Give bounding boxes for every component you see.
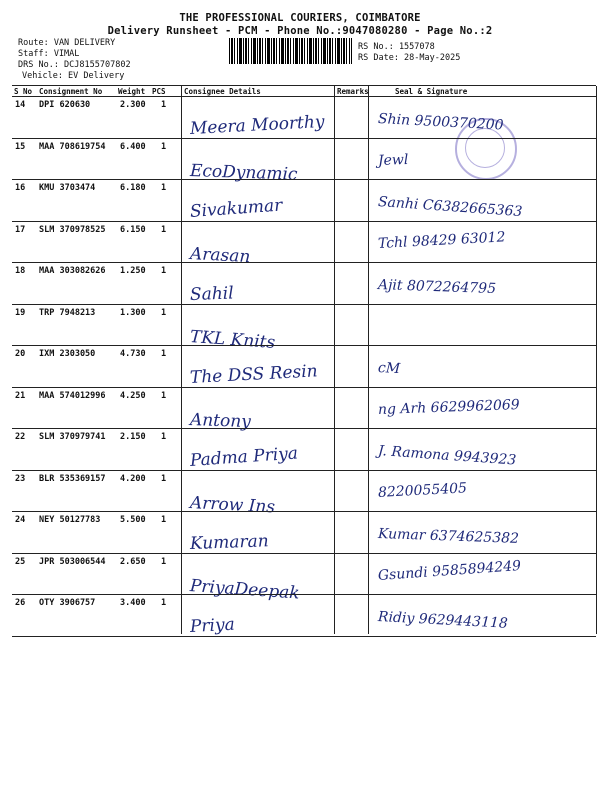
row-divider [12, 594, 596, 595]
table-header-rule [12, 96, 596, 97]
consignee-handwriting: Priya [189, 614, 236, 637]
signature-handwriting: cM [377, 360, 401, 378]
row-consignment-no: JPR 503006544 [39, 556, 106, 567]
row-consignment-no: BLR 535369157 [39, 473, 106, 484]
row-consignment-no: SLM 370978525 [39, 224, 106, 235]
row-pcs: 1 [161, 183, 167, 193]
row-divider [12, 262, 596, 263]
col-weight: Weight [118, 87, 146, 96]
row-weight: 6.400 [120, 141, 146, 152]
row-weight: 6.150 [120, 224, 146, 235]
row-pcs: 1 [161, 266, 167, 276]
consignee-handwriting: Antony [189, 409, 252, 432]
row-pcs: 1 [161, 224, 167, 235]
row-weight: 1.250 [120, 266, 146, 276]
consignee-handwriting: Padma Priya [189, 443, 299, 471]
row-divider [12, 636, 596, 637]
signature-handwriting: Shin 9500370200 [377, 111, 504, 134]
row-consignment-no: MAA 303082626 [39, 266, 106, 276]
row-sno: 23 [15, 473, 26, 484]
rs-number: RS No.: 1557078 [358, 42, 435, 52]
col-consignee: Consignee Details [184, 87, 261, 96]
signature-handwriting: Ajit 8072264795 [377, 277, 497, 298]
row-sno: 26 [15, 598, 26, 608]
row-weight: 6.180 [120, 183, 146, 193]
row-pcs: 1 [161, 473, 167, 484]
row-consignment-no: DPI 620630 [39, 100, 91, 110]
consignee-handwriting: Sivakumar [189, 195, 283, 222]
consignee-handwriting: The DSS Resin [189, 361, 319, 388]
route-label: Route: VAN DELIVERY [18, 38, 116, 48]
row-weight: 2.150 [120, 432, 146, 442]
signature-handwriting: 8220055405 [377, 479, 468, 501]
signature-handwriting: Gsundi 9585894249 [377, 557, 522, 584]
row-pcs: 1 [161, 349, 167, 359]
row-sno: 19 [15, 307, 26, 318]
row-consignment-no: KMU 3703474 [39, 183, 96, 193]
row-pcs: 1 [161, 100, 167, 110]
row-divider [12, 345, 596, 346]
row-divider [12, 179, 596, 180]
vehicle-label: Vehicle: EV Delivery [22, 71, 125, 81]
row-sno: 22 [15, 432, 26, 442]
row-weight: 4.250 [120, 390, 146, 401]
consignee-handwriting: Arasan [189, 243, 251, 267]
row-sno: 24 [15, 515, 26, 525]
row-pcs: 1 [161, 598, 167, 608]
row-divider [12, 304, 596, 305]
row-weight: 3.400 [120, 598, 146, 608]
row-pcs: 1 [161, 307, 167, 318]
row-divider [12, 138, 596, 139]
signature-handwriting: Ridiy 9629443118 [377, 609, 509, 632]
row-consignment-no: MAA 574012996 [39, 390, 106, 401]
row-weight: 5.500 [120, 515, 146, 525]
table-top-rule [12, 85, 596, 86]
row-pcs: 1 [161, 556, 167, 567]
col-divider [596, 86, 597, 634]
row-divider [12, 470, 596, 471]
col-consignment: Consignment No [39, 87, 103, 96]
row-divider [12, 428, 596, 429]
row-consignment-no: OTY 3906757 [39, 598, 96, 608]
consignee-handwriting: Meera Moorthy [189, 111, 325, 139]
row-pcs: 1 [161, 432, 167, 442]
consignee-handwriting: Arrow Ins [189, 492, 276, 517]
row-sno: 18 [15, 266, 26, 276]
row-pcs: 1 [161, 141, 167, 152]
row-sno: 21 [15, 390, 26, 401]
consignee-handwriting: EcoDynamic [189, 160, 298, 185]
col-pcs: PCS [152, 87, 166, 96]
drs-label: DRS No.: DCJ8155707802 [18, 60, 131, 70]
row-weight: 2.300 [120, 100, 146, 110]
col-remarks: Remarks [337, 87, 369, 96]
row-consignment-no: NEY 50127783 [39, 515, 101, 525]
consignee-handwriting: Kumaran [189, 531, 270, 554]
signature-handwriting: J. Ramona 9943923 [377, 443, 517, 469]
row-pcs: 1 [161, 390, 167, 401]
row-consignment-no: MAA 708619754 [39, 141, 106, 152]
runsheet-subtitle: Delivery Runsheet - PCM - Phone No.:9047080280 - Page No.:2 [107, 25, 493, 37]
row-weight: 1.300 [120, 307, 146, 318]
row-weight: 4.730 [120, 349, 146, 359]
consignee-handwriting: PriyaDeepak [189, 575, 301, 604]
row-consignment-no: SLM 370979741 [39, 432, 106, 442]
col-seal: Seal & Signature [395, 87, 468, 96]
row-weight: 4.200 [120, 473, 146, 484]
staff-label: Staff: VIMAL [18, 49, 80, 59]
row-weight: 2.650 [120, 556, 146, 567]
row-pcs: 1 [161, 515, 167, 525]
row-divider [12, 387, 596, 388]
rs-date: RS Date: 28-May-2025 [358, 53, 461, 63]
row-sno: 14 [15, 100, 26, 110]
row-consignment-no: IXM 2303050 [39, 349, 96, 359]
row-divider [12, 221, 596, 222]
barcode [229, 38, 352, 64]
row-sno: 25 [15, 556, 26, 567]
signature-handwriting: Kumar 6374625382 [377, 526, 520, 547]
company-title: THE PROFESSIONAL COURIERS, COIMBATORE [179, 12, 421, 24]
col-sno: S No [14, 87, 33, 96]
row-divider [12, 511, 596, 512]
row-sno: 20 [15, 349, 26, 359]
consignee-handwriting: TKL Knits [189, 326, 276, 353]
signature-handwriting: ng Arh 6629962069 [377, 396, 520, 418]
row-sno: 17 [15, 224, 26, 235]
row-divider [12, 553, 596, 554]
signature-handwriting: Jewl [377, 151, 409, 169]
row-sno: 15 [15, 141, 26, 152]
signature-handwriting: Tchl 98429 63012 [377, 228, 506, 252]
row-consignment-no: TRP 7948213 [39, 307, 96, 318]
signature-handwriting: Sanhi C6382665363 [377, 194, 523, 221]
row-sno: 16 [15, 183, 26, 193]
consignee-handwriting: Sahil [189, 283, 234, 305]
